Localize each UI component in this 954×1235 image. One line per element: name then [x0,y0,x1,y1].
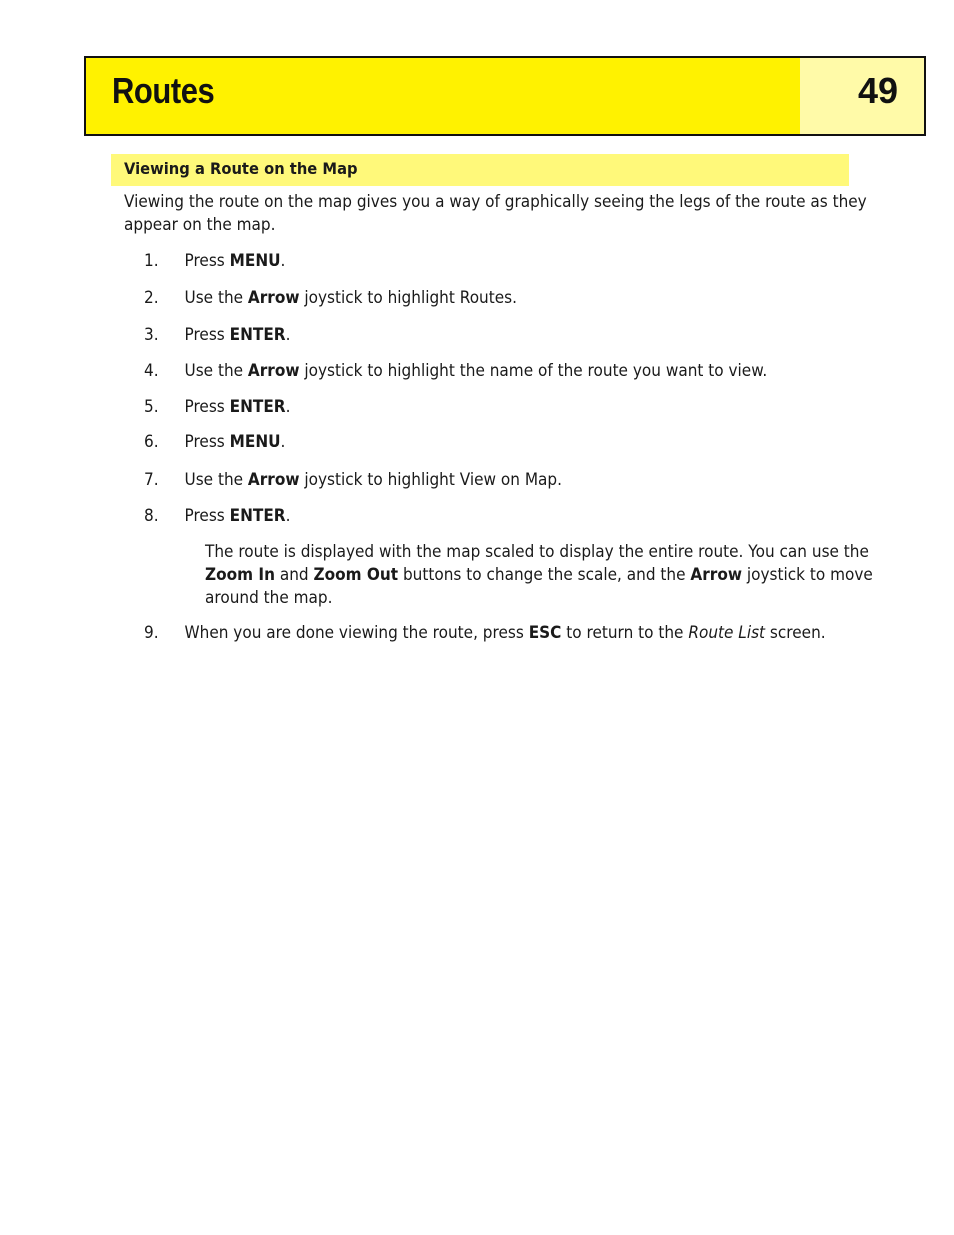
key-name: Arrow [247,470,300,490]
section-heading-bar [111,154,849,186]
step-number: 5. [144,397,159,417]
step-text [185,287,518,310]
step-text-run: Press [184,325,230,345]
key-name: Arrow [690,565,742,585]
step-text-run: When you are done viewing the route, press [184,623,529,643]
step-text [185,622,826,645]
button-name: Zoom In [205,565,275,585]
step-text-run: joystick to highlight [299,470,460,490]
page-number: 49 [857,70,898,111]
step-text-run: Press [184,397,230,417]
step-text-run: . [557,470,562,490]
key-name: ENTER [229,325,286,345]
step-text-run: Press [184,251,230,271]
step-text-run: joystick to highlight the name of the route you want to view. [299,361,768,381]
step-note-paragraph [205,541,894,610]
step-text-run: Use the [184,288,248,308]
step-text [185,396,291,419]
intro-paragraph: Viewing the route on the map gives you a way of graphically seeing the legs of the route as they appear on the map. [124,192,867,235]
step-text [185,250,286,273]
key-name: ENTER [229,397,286,417]
page-header [84,56,926,136]
step-text-run: . [285,506,291,526]
step-text-run: . [280,432,286,452]
header-title-area [86,58,800,134]
step-text-run: to return to the [561,623,689,643]
note-text-run: and [274,565,314,585]
note-text-run: buttons to change the scale, and the [398,565,691,585]
chapter-title: Routes [112,70,215,111]
key-name: ENTER [229,506,286,526]
key-name: Arrow [247,361,300,381]
menu-item-name: Routes [459,288,513,308]
step-text-run: . [512,288,518,308]
step-text [185,505,291,528]
step-number: 9. [144,623,159,643]
section-title: Viewing a Route on the Map [124,159,358,178]
step-text-run: Press [184,432,230,452]
step-text-run: Use the [184,470,248,490]
key-name: MENU [229,432,281,452]
step-text-run: joystick to highlight [299,288,460,308]
step-text-run: . [280,251,286,271]
step-number: 4. [144,361,159,381]
screen-name: Route List [688,623,766,643]
step-number: 7. [144,470,159,490]
step-text-run: Use the [184,361,248,381]
step-text [185,431,286,454]
step-number: 3. [144,325,159,345]
button-name: Zoom Out [313,565,399,585]
step-text-run: screen. [765,623,826,643]
step-text [185,360,768,383]
menu-item-name: View on Map [459,470,558,490]
step-number: 6. [144,432,159,452]
step-number: 1. [144,251,159,271]
note-text-run: The route is displayed with the map scaled to display the entire route. You can use the [205,542,869,562]
step-text [185,469,562,492]
step-text-run: . [285,325,291,345]
step-text-run: Press [184,506,230,526]
step-number: 8. [144,506,159,526]
key-name: MENU [229,251,281,271]
note-text-run: joystick to move around the map. [205,565,873,608]
key-name: ESC [528,623,562,643]
header-page-area [800,58,924,134]
step-text [185,324,291,347]
key-name: Arrow [247,288,300,308]
step-text-run: . [285,397,291,417]
step-number: 2. [144,288,159,308]
